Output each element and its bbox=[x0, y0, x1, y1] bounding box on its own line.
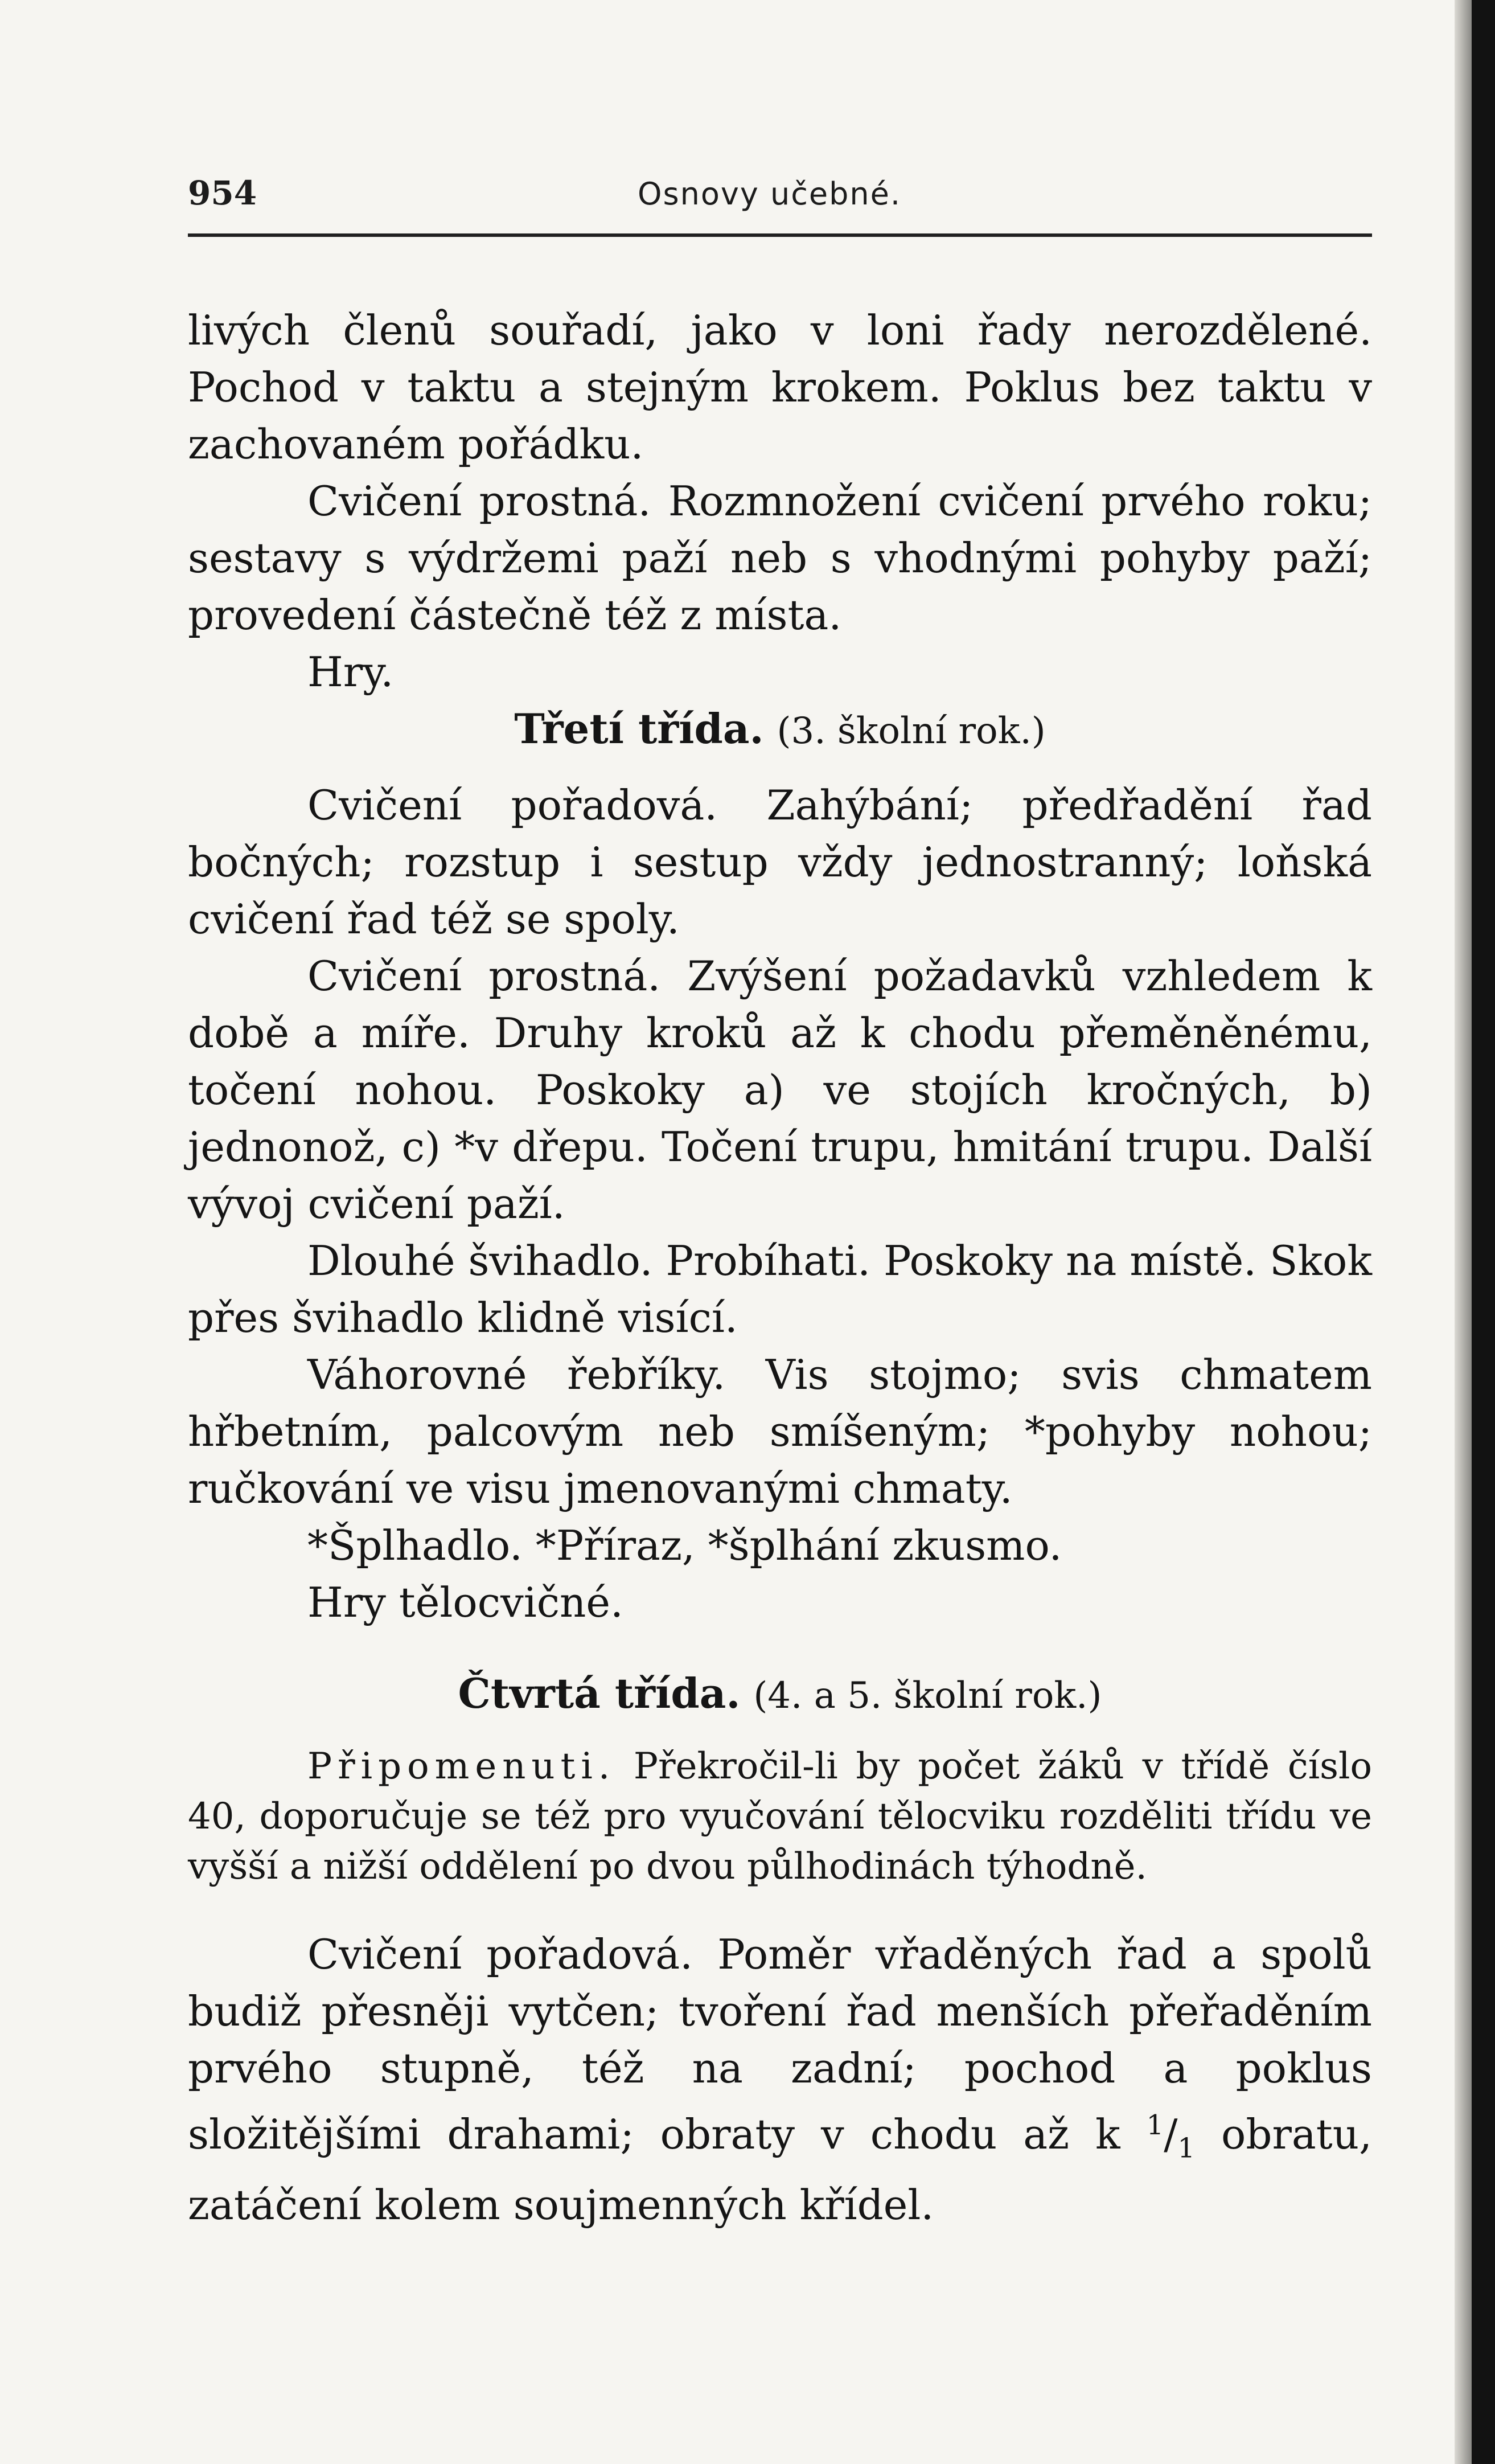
page-number: 954 bbox=[188, 174, 257, 212]
paragraph: Dlouhé švihadlo. Probíhati. Poskoky na místě. Skok přes švihadlo klidně visící. bbox=[188, 1237, 1372, 1342]
fraction-numerator: 1 bbox=[1146, 2109, 1164, 2141]
note-lead: Připomenuti. bbox=[307, 1745, 616, 1787]
section-heading-title: Čtvrtá třída. bbox=[458, 1669, 741, 1717]
paragraph: Cvičení prostná. Rozmnožení cvičení prvého roku; sestavy s výdržemi paží neb s vhodnými pohyby paží; provedení částečně též z místa. bbox=[188, 477, 1372, 639]
page-header bbox=[188, 174, 1372, 219]
paragraph-text-end: obratu, zatáčení kolem soujmenných křídel. bbox=[188, 2110, 1372, 2229]
paragraph: *Šplhadlo. *Příraz, *šplhání zkusmo. bbox=[307, 1522, 1062, 1569]
page-edge-shadow bbox=[1455, 0, 1472, 2464]
body-text bbox=[188, 302, 1372, 2233]
spacer bbox=[188, 1724, 1372, 1741]
section-heading bbox=[188, 1665, 1372, 1724]
running-title: Osnovy učebné. bbox=[638, 176, 902, 212]
spacer bbox=[188, 1631, 1372, 1665]
paragraph: Hry tělocvičné. bbox=[307, 1579, 623, 1626]
section-heading-subtitle: (4. a 5. školní rok.) bbox=[753, 1675, 1102, 1717]
paragraph: Cvičení pořadová. Zahýbání; předřadění řad bočných; rozstup i sestup vždy jednostranný; loňská cvičení řad též se spoly. bbox=[188, 781, 1372, 943]
fraction: $^1/_1$ bbox=[1146, 2109, 1196, 2164]
paragraph: Váhorovné řebříky. Vis stojmo; svis chmatem hřbetním, palcovým neb smíšeným; *pohyby nohou; ručkování ve visu jmenovanými chmaty. bbox=[188, 1351, 1372, 1512]
paragraph: Hry. bbox=[307, 648, 394, 696]
header-rule bbox=[188, 233, 1372, 237]
fraction-denominator: 1 bbox=[1177, 2132, 1196, 2164]
scan-border bbox=[1472, 0, 1495, 2464]
spacer bbox=[188, 760, 1372, 777]
paragraph: Cvičení prostná. Zvýšení požadavků vzhledem k době a míře. Druhy kroků až k chodu přeměněnému, točení nohou. Poskoky a) ve stojích kročných, b) jednonož, c) *v dřepu. Točení trupu, hmitání trupu. Další vývoj cvičení paží. bbox=[188, 952, 1372, 1228]
note-text: Překročil-li by počet žáků v třídě číslo 40, doporučuje se též pro vyučování tělocviku rozděliti třídu ve vyšší a nižší oddělení po dvou půlhodinách týhodně. bbox=[188, 1745, 1373, 1888]
paragraph: livých členů souřadí, jako v loni řady nerozdělené. Pochod v taktu a stejným krokem. Poklus bez taktu v zachovaném pořádku. bbox=[188, 306, 1372, 468]
paragraph-text: Cvičení pořadová. Poměr vřaděných řad a spolů budiž přesněji vytčen; tvoření řad menších přeřaděním prvého stupně, též na zadní; pochod a poklus složitějšími drahami; obraty v chodu až k bbox=[188, 1930, 1372, 2158]
spacer bbox=[188, 1892, 1372, 1926]
section-heading bbox=[188, 700, 1372, 760]
note-paragraph bbox=[188, 1741, 1372, 1892]
section-heading-subtitle: (3. školní rok.) bbox=[777, 710, 1046, 752]
paragraph bbox=[188, 1926, 1372, 2233]
section-heading-title: Třetí třída. bbox=[514, 704, 764, 753]
